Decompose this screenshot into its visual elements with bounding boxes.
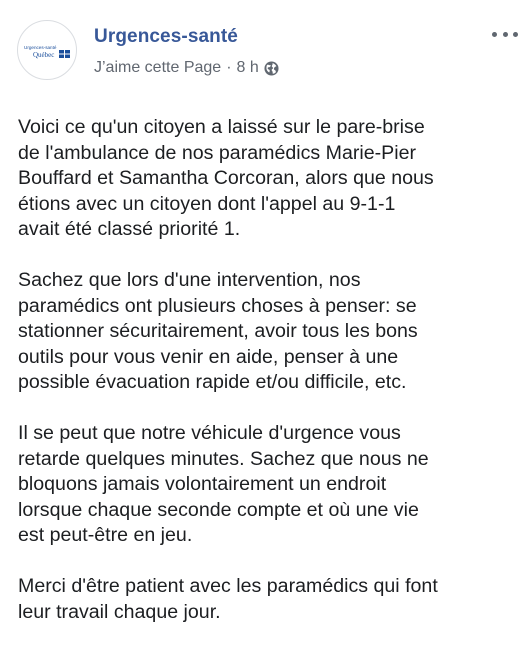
more-dot [492, 32, 497, 37]
logo-line1: Urgences-santé [24, 45, 57, 50]
post-paragraph-3: Il se peut que notre véhicule d'urgence vous retarde quelques minutes. Sachez que nous ne bloquons jamais volontairement un endroit lorsque chaque seconde compte et où une vie est peut-être en jeu. [18, 422, 429, 546]
quebec-logo [24, 44, 72, 60]
post-meta [94, 59, 279, 77]
post-paragraph-4: Merci d'être patient avec les paramédics qui font leur travail chaque jour. [18, 575, 438, 623]
post-paragraph-2: Sachez que lors d'une intervention, nos paramédics ont plusieurs choses à penser: se stationner sécuritairement, avoir tous les bons outils pour vous venir en aide, penser à une possible évacuation rapide et/ou difficile, etc. [18, 269, 418, 393]
globe-icon[interactable] [264, 61, 279, 76]
page-name-link[interactable]: Urgences-santé [94, 26, 238, 47]
more-dot [503, 32, 508, 37]
more-dot [513, 32, 518, 37]
page-avatar[interactable] [17, 20, 77, 80]
like-page-link[interactable]: J’aime cette Page [94, 59, 222, 76]
meta-separator: · [226, 59, 232, 76]
logo-line2: Québec [33, 51, 55, 59]
post-message [18, 115, 518, 625]
more-options-icon[interactable] [492, 28, 518, 40]
post-timestamp[interactable]: 8 h [236, 59, 259, 76]
quebec-flag-icon [59, 50, 70, 58]
post-paragraph-1: Voici ce qu'un citoyen a laissé sur le pare-brise de l'ambulance de nos paramédics Marie-Pier Bouffard et Samantha Corcoran, alors que nous étions avec un citoyen dont l'appel au 9-1-1 avait été classé priorité 1. [18, 116, 434, 240]
